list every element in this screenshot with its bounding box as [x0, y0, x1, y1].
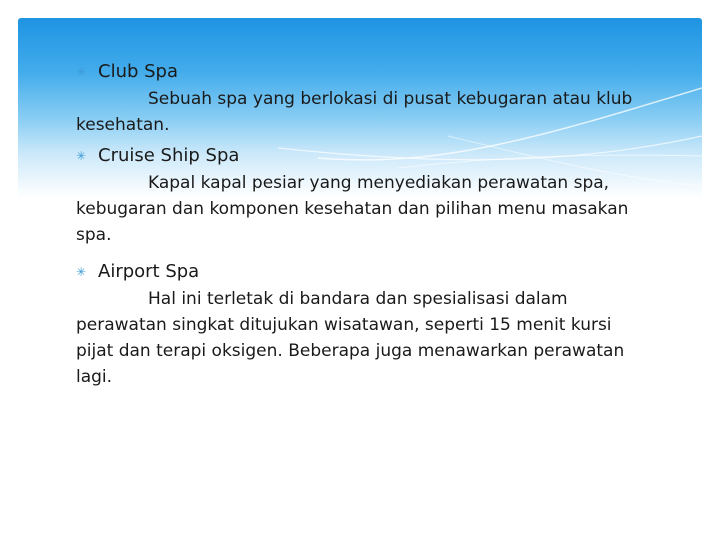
- asterisk-icon: ✳: [76, 65, 87, 79]
- list-item: [76, 142, 646, 248]
- item-heading: [76, 258, 646, 286]
- asterisk-icon: ✳: [76, 265, 87, 279]
- item-description: Hal ini terletak di bandara dan spesialisasi dalam perawatan singkat ditujukan wisatawan, seperti 15 menit kursi pijat dan terapi oksigen. Beberapa juga menawarkan perawatan lagi.: [76, 289, 625, 387]
- list-item: [76, 58, 646, 138]
- content-list: [76, 58, 646, 390]
- item-heading: [76, 58, 646, 86]
- list-item: [76, 258, 646, 390]
- item-title: Airport Spa: [98, 261, 200, 282]
- item-title: Cruise Ship Spa: [98, 145, 240, 166]
- asterisk-icon: ✳: [76, 149, 87, 163]
- item-title: Club Spa: [98, 61, 179, 82]
- item-heading: [76, 142, 646, 170]
- item-description: Sebuah spa yang berlokasi di pusat kebugaran atau klub kesehatan.: [76, 89, 633, 135]
- item-description: Kapal kapal pesiar yang menyediakan perawatan spa, kebugaran dan komponen kesehatan dan pilihan menu masakan spa.: [76, 173, 629, 245]
